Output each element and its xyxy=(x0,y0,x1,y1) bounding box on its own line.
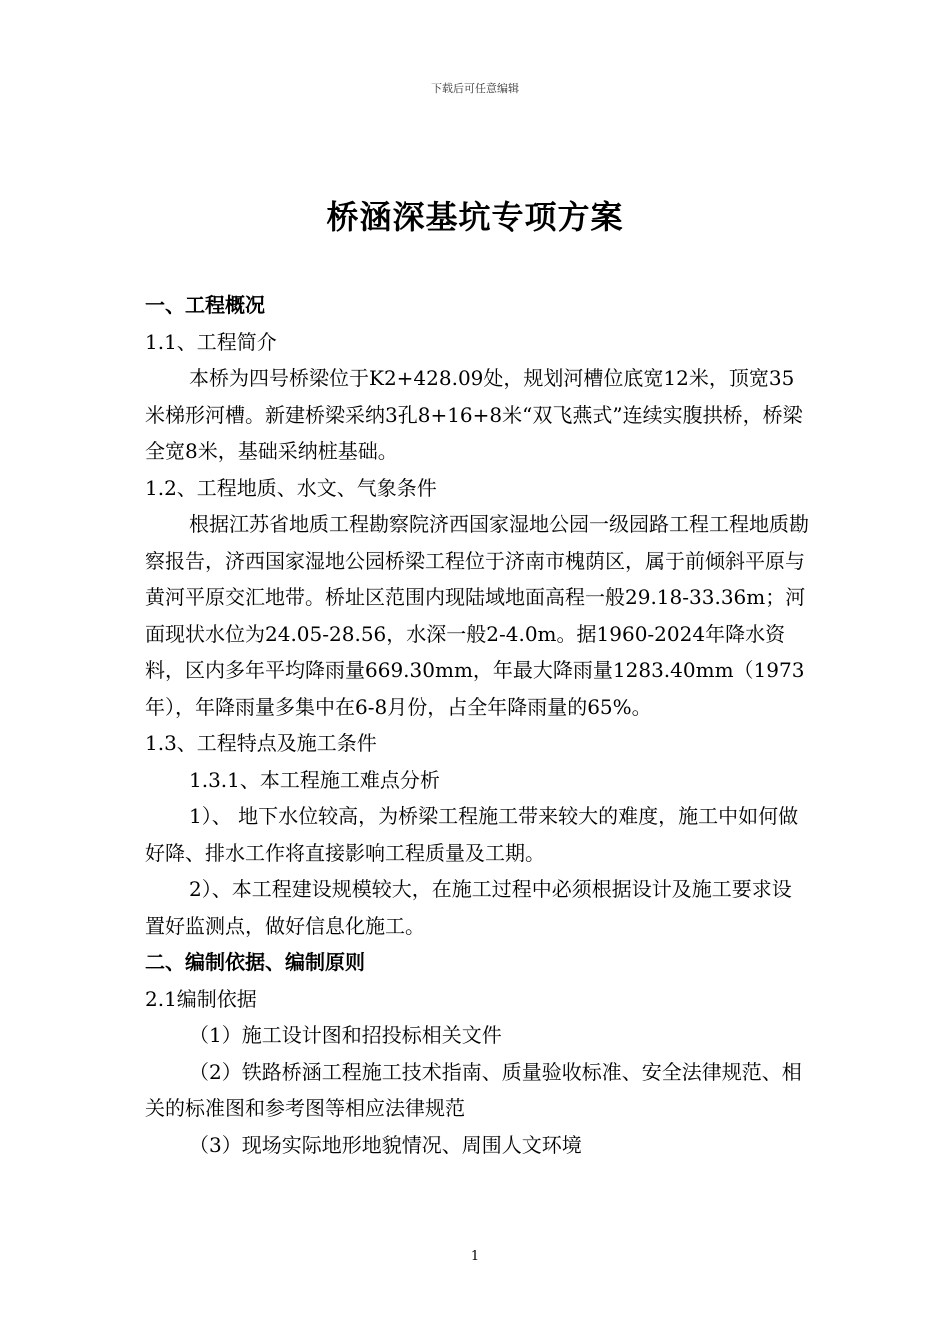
list-item-difficulty-2: 2）、本工程建设规模较大，在施工过程中必须根据设计及施工要求设置好监测点，做好信息化施工。 xyxy=(145,877,792,938)
document-title: 桥涵深基坑专项方案 xyxy=(326,198,624,236)
section-heading-2: 二、编制依据、编制原则 xyxy=(145,950,365,974)
paragraph-geology-hydrology: 根据江苏省地质工程勘察院济西国家湿地公园一级园路工程工程地质勘察报告，济西国家湿地公园桥梁工程位于济南市槐荫区，属于前倾斜平原与黄河平原交汇地带。桥址区范围内现陆域地面高程一般29.18-33.36m；河面现状水位为24.05-28.56，水深一般2-4.0m。据1960-2024年降水资料，区内多年平均降雨量669.30mm，年最大降雨量1283.40mm（1973年），年降雨量多集中在6-8月份，占全年降雨量的65%。 xyxy=(145,512,809,719)
document-body xyxy=(145,287,810,1163)
list-item-difficulty-1: 1）、 地下水位较高，为桥梁工程施工带来较大的难度，施工中如何做好降、排水工作将直接影响工程质量及工期。 xyxy=(145,804,799,865)
header-note: 下载后可任意编辑 xyxy=(431,82,519,95)
list-item-basis-2: （2）铁路桥涵工程施工技术指南、质量验收标准、安全法律规范、相关的标准图和参考图等相应法律规范 xyxy=(145,1059,802,1120)
list-item-basis-3: （3）现场实际地形地貌情况、周围人文环境 xyxy=(189,1132,582,1157)
page-number: 1 xyxy=(470,1249,480,1264)
subsection-heading-1-2: 1.2、工程地质、水文、气象条件 xyxy=(145,475,437,500)
subsection-heading-1-3: 1.3、工程特点及施工条件 xyxy=(145,731,377,755)
section-heading-1: 一、工程概况 xyxy=(145,293,265,317)
subsection-heading-2-1: 2.1编制依据 xyxy=(145,986,257,1011)
subsection-heading-1-1: 1.1、工程简介 xyxy=(145,329,277,354)
subsection-heading-1-3-1: 1.3.1、本工程施工难点分析 xyxy=(189,767,440,792)
list-item-basis-1: （1）施工设计图和招投标相关文件 xyxy=(189,1023,502,1047)
paragraph-project-intro: 本桥为四号桥梁位于K2+428.09处，规划河槽位底宽12米，顶宽35米梯形河槽。新建桥梁采纳3孔8+16+8米“双飞燕式”连续实腹拱桥，桥梁全宽8米，基础采纳桩基础。 xyxy=(145,366,803,463)
